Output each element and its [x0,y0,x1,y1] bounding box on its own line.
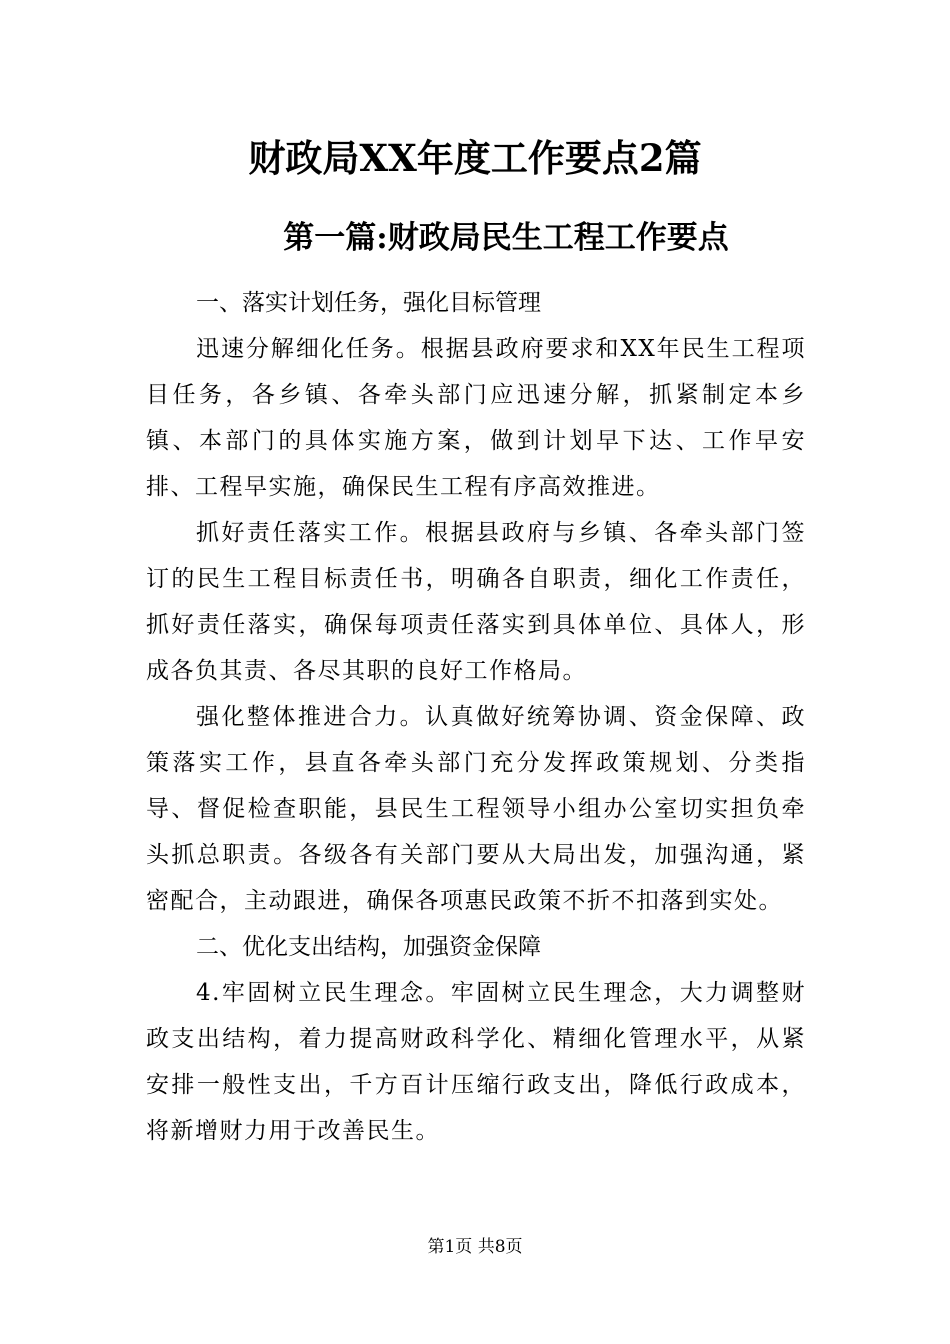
paragraph: 强化整体推进合力。认真做好统筹协调、资金保障、政策落实工作，县直各牵头部门充分发挥政策规划、分类指导、督促检查职能，县民生工程领导小组办公室切实担负牵头抓总职责。各级各有关部门要从大局出发，加强沟通，紧密配合，主动跟进，确保各项惠民政策不折不扣落到实处。 [146,704,806,914]
paragraph: 抓好责任落实工作。根据县政府与乡镇、各牵头部门签订的民生工程目标责任书，明确各自职责，细化工作责任，抓好责任落实，确保每项责任落实到具体单位、具体人，形成各负其责、各尽其职的良好工作格局。 [146,520,806,684]
paragraph: 4.牢固树立民生理念。牢固树立民生理念，大力调整财政支出结构，着力提高财政科学化、精细化管理水平，从紧安排一般性支出，千方百计压缩行政支出，降低行政成本，将新增财力用于改善民生。 [146,980,806,1144]
paragraph: 迅速分解细化任务。根据县政府要求和XX年民生工程项目任务，各乡镇、各牵头部门应迅速分解，抓紧制定本乡镇、本部门的具体实施方案，做到计划早下达、工作早安排、工程早实施，确保民生工程有序高效推进。 [146,336,806,500]
document-body [146,280,806,1154]
document-title: 财政局XX年度工作要点2篇 [248,136,702,180]
section-heading-2: 二、优化支出结构，加强资金保障 [196,934,541,960]
section-heading-1: 一、落实计划任务，强化目标管理 [196,290,541,316]
article-title: 第一篇:财政局民生工程工作要点 [283,220,729,256]
page-footer: 第1页 共8页 [427,1237,523,1257]
